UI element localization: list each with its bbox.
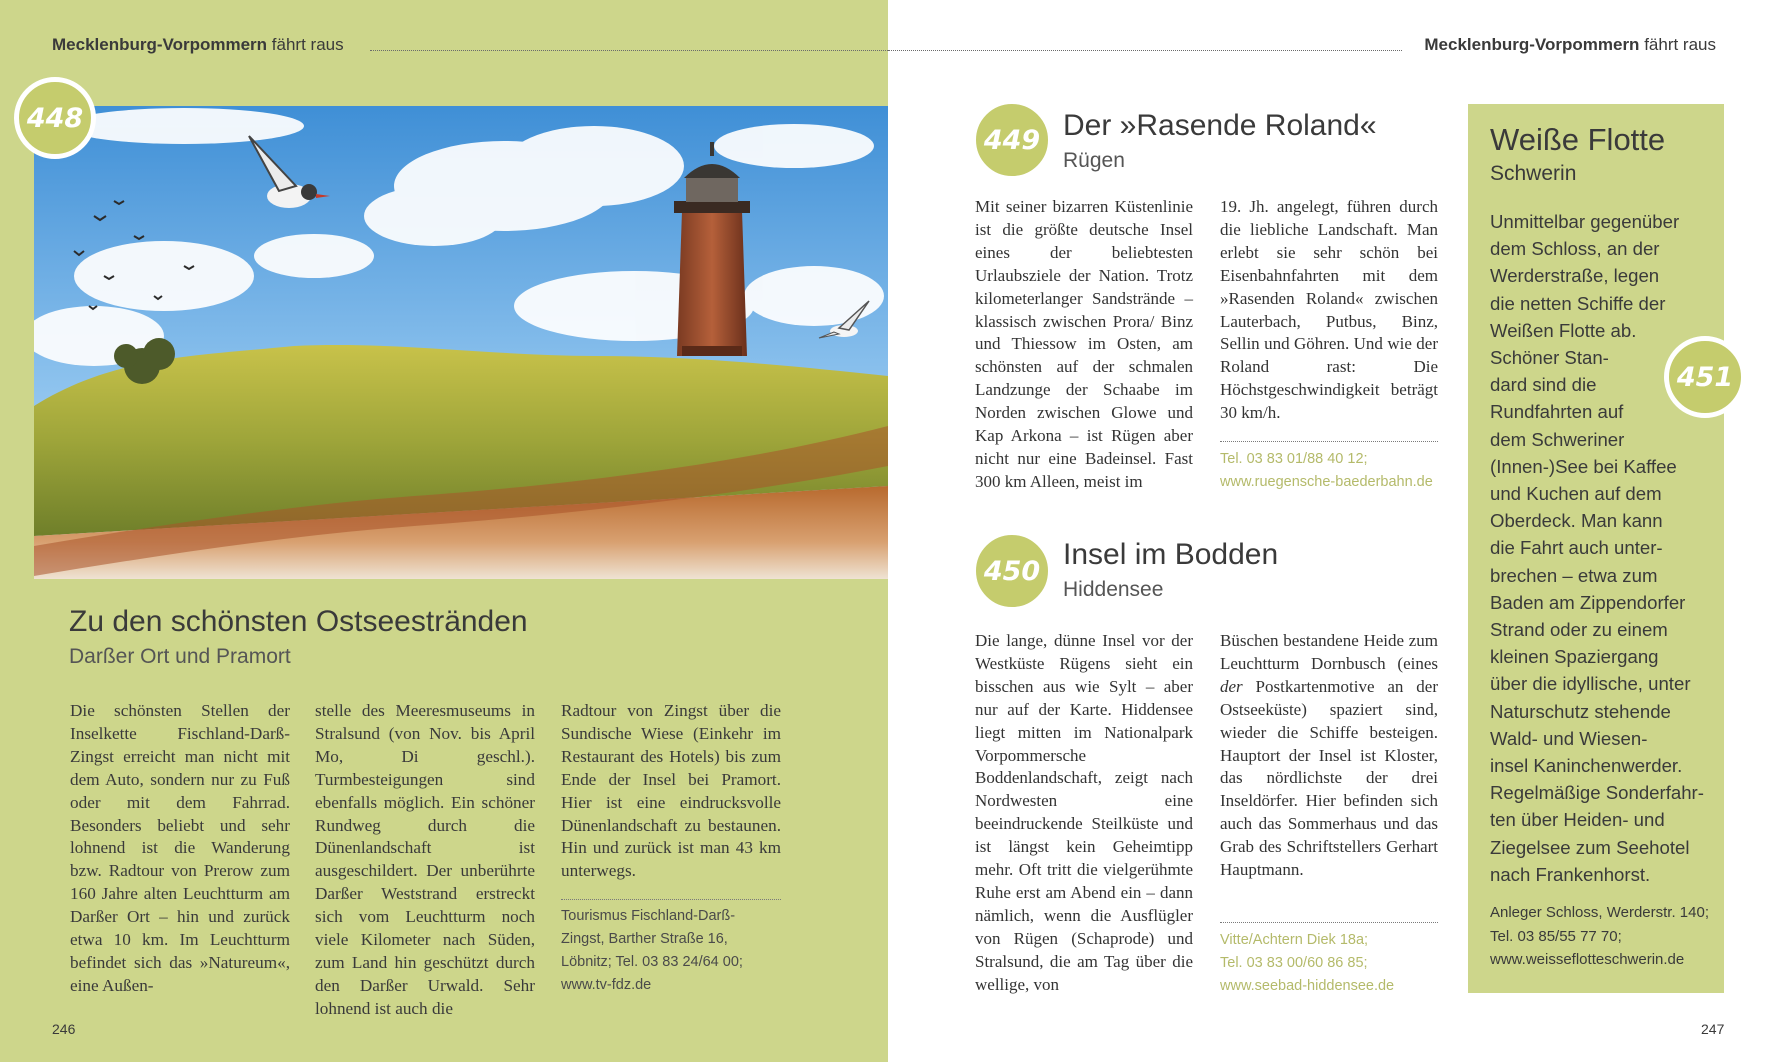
entry-448-column-2: stelle des Meeresmuseums in Stralsund (von Nov. bis April Mo, Di geschl.). Turmbesteigungen sind ebenfalls möglich. Ein schöner Rundweg durch die Dünenlandschaft ist ausgeschildert. Der unberührte Darßer Weststrand erstreckt sich vom Leuchtturm noch viele Kilometer nach Süden, zum Land hin geschützt durch den Darßer Urwald. Sehr lohnend ist auch die <box>315 701 535 1018</box>
running-header-right: Mecklenburg-Vorpommern fährt raus <box>1424 35 1716 54</box>
running-header-left: Mecklenburg-Vorpommern fährt raus <box>52 35 344 54</box>
entry-451-subtitle: Schwerin <box>1490 162 1577 185</box>
entry-450-contact-info: Vitte/Achtern Diek 18a; Tel. 03 83 00/60 86 85; www.seebad-hiddensee.de <box>1220 929 1394 998</box>
entry-449-contact-info: Tel. 03 83 01/88 40 12; www.ruegensche-baederbahn.de <box>1220 448 1433 494</box>
entry-450-info-rule <box>1220 922 1438 923</box>
entry-451-title: Weiße Flotte <box>1490 122 1666 157</box>
entry-451-website-link[interactable]: www.weisseflotteschwerin.de <box>1490 951 1685 968</box>
entry-number-badge-448: 448 <box>14 77 96 159</box>
entry-448-website-link[interactable]: www.tv-fdz.de <box>561 977 652 993</box>
entry-449-column-2: 19. Jh. angelegt, führen durch die liebliche Landschaft. Man erlebt sie sehr schön bei Eisenbahnfahrten mit dem »Rasenden Roland« zwischen Lauterbach, Putbus, Binz, Sellin und Göhren. Und wie der Roland rast: Die Höchstgeschwindigkeit beträgt 30 km/h. <box>1220 197 1438 423</box>
header-leader-right <box>888 50 1402 51</box>
entry-448-column-3: Radtour von Zingst über die Sundische Wiese (Einkehr im Restaurant des Hotels) bis zum Ende der Insel bei Pramort. Hier ist eine eindrucksvolle Dünenlandschaft zu bestaunen. Hin und zurück ist man 43 km unterwegs. <box>561 701 781 881</box>
lighthouse-illustration <box>34 106 888 579</box>
entry-449-title: Der »Rasende Roland« <box>1063 109 1377 142</box>
entry-450-column-1: Die lange, dünne Insel vor der Westküste Rügens sieht ein bisschen aus wie Sylt – aber nur auf der Karte. Hiddensee liegt mitten im Nationalpark Vorpommersche Boddenlandschaft, zeigt nach Nordwesten eine beeindruckende Steilküste und ist längst kein Geheimtipp mehr. Oft tritt die vielgerühmte Ruhe erst am Abend ein – dann nämlich, wenn die Ausflügler von Rügen (Schaprode) und Stralsund, die am Tag über die wellige, von <box>975 631 1193 994</box>
entry-number-badge-450: 450 <box>971 530 1053 612</box>
entry-448-contact-info: Tourismus Fischland-Darß- Zingst, Barther Straße 16, Löbnitz; Tel. 03 83 24/64 00; www.tv-fdz.de <box>561 905 743 997</box>
entry-449-info-rule <box>1220 441 1438 442</box>
entry-448-title: Zu den schönsten Ostseestränden <box>69 605 528 638</box>
page-number-right: 247 <box>1701 1021 1725 1037</box>
entry-449-website-link[interactable]: www.ruegensche-baederbahn.de <box>1220 474 1433 490</box>
entry-450-column-2: Büschen bestandene Heide zum Leuchtturm Dornbusch (eines der Postkartenmotive an der Ostseeküste) spaziert sind, wieder die Schiffe besteigen. Hauptort der Insel ist Kloster, das nördlichste der drei Inseldörfer. Hier befinden sich auch das Sommerhaus und das Grab des Schriftstellers Gerhart Hauptmann. <box>1220 631 1438 880</box>
entry-450-title: Insel im Bodden <box>1063 538 1279 571</box>
entry-449-column-1: Mit seiner bizarren Küstenlinie ist die größte deutsche Insel eines der beliebtesten Urlaubsziele der Nation. Trotz kilometerlanger Sandstrände – klassisch zwischen Prora/ Binz und Thiessow im Osten, am schönsten auf der schmalen Landzunge der Schaabe im Norden zwischen Glowe und Kap Arkona – ist Rügen aber nicht nur eine Badeinsel. Fast 300 km Alleen, meist im <box>975 197 1193 491</box>
lighthouse-photo <box>34 106 888 579</box>
entry-450-website-link[interactable]: www.seebad-hiddensee.de <box>1220 978 1395 994</box>
entry-451-contact-info: Anleger Schloss, Werderstr. 140; Tel. 03 85/55 77 70; www.weisseflotteschwerin.de <box>1490 901 1709 972</box>
entry-448-info-rule <box>561 899 781 900</box>
sidebar-box-451 <box>1468 104 1724 993</box>
entry-number-badge-449: 449 <box>971 99 1053 181</box>
entry-451-body: Unmittelbar gegenüber dem Schloss, an der Werderstraße, legen die netten Schiffe der Weißen Flotte ab. Schöner Stan- dard sind die Rundfahrten auf dem Schweriner (Innen-)See bei Kaffee und Kuchen auf dem Oberdeck. Man kann die Fahrt auch unter- brechen – etwa zum Baden am Zippendorfer Strand oder zu einem kleinen Spaziergang über die idyllische, unter Naturschutz stehende Wald- und Wiesen- insel Kaninchenwerder. Regelmäßige Sonderfahr- ten über Heiden- und Ziegelsee zum Seehotel nach Frankenhorst. <box>1490 211 1704 885</box>
entry-448-subtitle: Darßer Ort und Pramort <box>69 645 291 668</box>
entry-number-badge-451: 451 <box>1664 336 1746 418</box>
entry-450-subtitle: Hiddensee <box>1063 578 1164 601</box>
page-number-left: 246 <box>52 1021 76 1037</box>
entry-448-column-1: Die schönsten Stellen der Inselkette Fischland-Darß-Zingst erreicht man nicht mit dem Auto, sondern nur zu Fuß oder mit dem Fahrrad. Besonders beliebt und sehr lohnend ist die Wanderung bzw. Radtour von Prerow zum 160 Jahre alten Leuchtturm am Darßer Ort – hin und zurück etwa 10 km. Im Leuchtturm befindet sich das »Natureum«, eine Außen- <box>70 701 290 995</box>
header-leader-left <box>370 50 888 51</box>
entry-449-subtitle: Rügen <box>1063 149 1125 172</box>
